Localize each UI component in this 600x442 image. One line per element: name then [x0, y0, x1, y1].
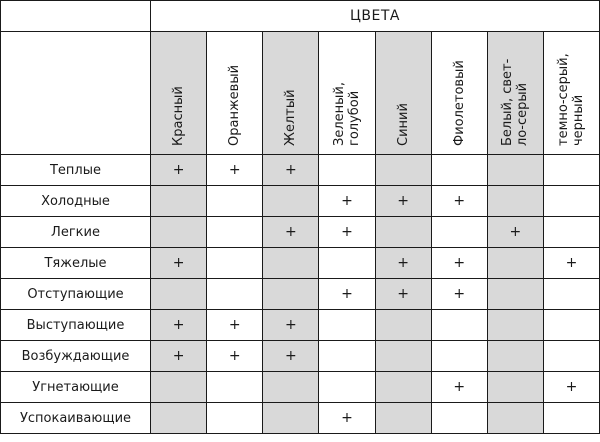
column-header-label: Желтый	[283, 89, 299, 146]
row-label: Угнетающие	[1, 372, 151, 403]
table-cell	[543, 341, 599, 372]
table-cell	[487, 279, 543, 310]
table-cell	[375, 403, 431, 434]
table-cell	[319, 248, 375, 279]
table-cell	[263, 372, 319, 403]
table-cell: +	[543, 248, 599, 279]
table-cell: +	[263, 310, 319, 341]
table-cell	[543, 186, 599, 217]
column-header	[151, 32, 207, 155]
table-cell	[263, 186, 319, 217]
table-cell: +	[151, 341, 207, 372]
table-cell	[431, 310, 487, 341]
table-cell	[151, 372, 207, 403]
table-cell	[431, 403, 487, 434]
table-cell: +	[375, 248, 431, 279]
column-header-label: Синий	[395, 103, 411, 146]
table-cell: +	[263, 217, 319, 248]
table-cell	[487, 372, 543, 403]
column-header	[375, 32, 431, 155]
column-header	[543, 32, 599, 155]
table-cell	[151, 186, 207, 217]
row-label: Тяжелые	[1, 248, 151, 279]
table-cell	[319, 310, 375, 341]
table-corner	[1, 32, 151, 155]
table-cell	[207, 279, 263, 310]
column-header	[207, 32, 263, 155]
row-label: Холодные	[1, 186, 151, 217]
table-cell: +	[207, 341, 263, 372]
table-row	[1, 372, 600, 403]
row-label: Теплые	[1, 155, 151, 186]
table-cell	[151, 403, 207, 434]
table-row	[1, 341, 600, 372]
table-cell	[375, 217, 431, 248]
table-cell	[487, 155, 543, 186]
table-cell	[319, 372, 375, 403]
table-cell: +	[319, 186, 375, 217]
column-header-label: Фиолетовый	[451, 60, 467, 146]
table-corner-top	[1, 1, 151, 32]
table-cell	[543, 279, 599, 310]
table-cell	[207, 217, 263, 248]
column-header	[487, 32, 543, 155]
table-cell	[431, 217, 487, 248]
table-cell	[207, 186, 263, 217]
table-row	[1, 279, 600, 310]
table-cell: +	[263, 341, 319, 372]
column-header-label: темно-серый, черный	[556, 53, 587, 146]
table-cell: +	[543, 372, 599, 403]
table-cell	[487, 186, 543, 217]
table-row	[1, 403, 600, 434]
table-cell	[543, 403, 599, 434]
column-header-label: Оранжевый	[227, 64, 243, 146]
table-cell	[375, 155, 431, 186]
table-cell	[375, 372, 431, 403]
table-cell: +	[151, 310, 207, 341]
column-header	[319, 32, 375, 155]
table-cell: +	[319, 217, 375, 248]
table-row	[1, 217, 600, 248]
table-cell: +	[151, 155, 207, 186]
table-cell	[431, 341, 487, 372]
table-cell	[151, 217, 207, 248]
table-cell: +	[431, 186, 487, 217]
table-cell	[375, 310, 431, 341]
column-header	[431, 32, 487, 155]
table-cell: +	[375, 186, 431, 217]
table-cell: +	[207, 155, 263, 186]
table-cell	[543, 217, 599, 248]
table-cell: +	[319, 403, 375, 434]
table-cell	[263, 403, 319, 434]
row-label: Легкие	[1, 217, 151, 248]
column-header-label: Красный	[171, 86, 187, 146]
table-cell	[543, 155, 599, 186]
table-cell	[319, 155, 375, 186]
table-cell: +	[487, 217, 543, 248]
table-cell	[319, 341, 375, 372]
table-cell: +	[207, 310, 263, 341]
table-row	[1, 248, 600, 279]
table-cell: +	[151, 248, 207, 279]
column-header-label: Зеленый, голубой	[331, 82, 362, 146]
table-row	[1, 155, 600, 186]
table-cell	[207, 248, 263, 279]
table-cell	[487, 248, 543, 279]
row-label: Возбуждающие	[1, 341, 151, 372]
table-row	[1, 310, 600, 341]
table-cell	[543, 310, 599, 341]
table-cell	[487, 341, 543, 372]
table-cell	[431, 155, 487, 186]
column-header	[263, 32, 319, 155]
table-title: ЦВЕТА	[151, 1, 600, 32]
column-header-label: Белый, свет- ло-серый	[500, 58, 531, 146]
row-label: Успокаивающие	[1, 403, 151, 434]
table-cell	[151, 279, 207, 310]
table-cell: +	[375, 279, 431, 310]
table-cell	[487, 403, 543, 434]
row-label: Отступающие	[1, 279, 151, 310]
row-label: Выступающие	[1, 310, 151, 341]
table-row	[1, 186, 600, 217]
table-cell	[263, 279, 319, 310]
table-cell: +	[319, 279, 375, 310]
table-cell	[487, 310, 543, 341]
table-cell: +	[431, 248, 487, 279]
table-cell	[263, 248, 319, 279]
table-cell	[375, 341, 431, 372]
table-cell	[207, 403, 263, 434]
table-cell	[207, 372, 263, 403]
table-cell: +	[431, 372, 487, 403]
table-cell: +	[431, 279, 487, 310]
table-cell: +	[263, 155, 319, 186]
